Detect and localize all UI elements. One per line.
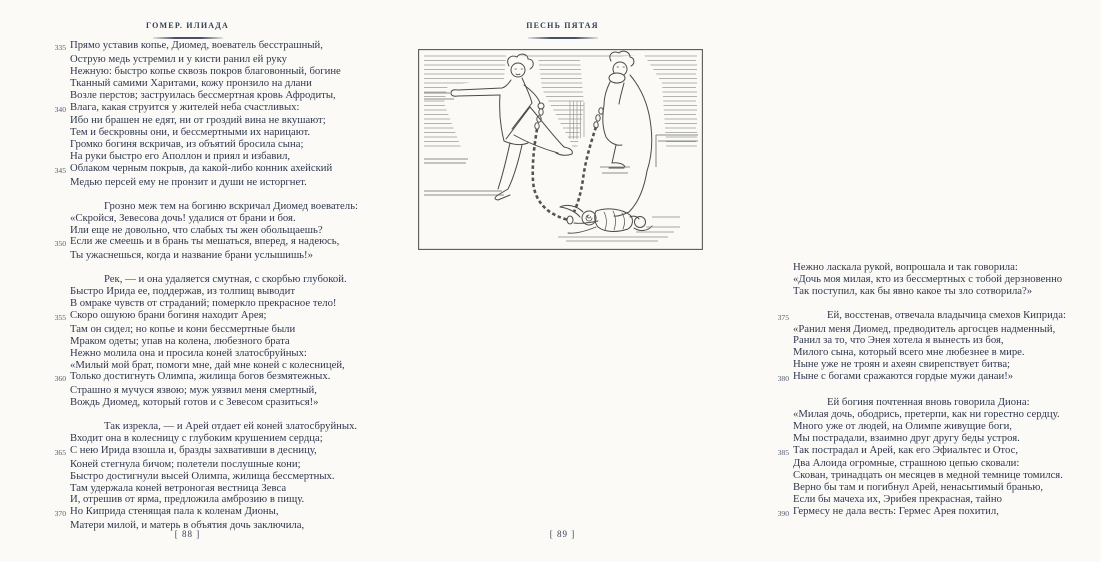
verse-text: Матери милой, и матерь в объятия дочь заключила,: [70, 519, 305, 532]
line-number: [771, 470, 789, 482]
verse-line: [48, 78, 370, 90]
verse-text: Вождь Диомед, который готов и с Зевесом сразиться!»: [70, 396, 319, 409]
line-number: [48, 433, 66, 445]
stanza: [48, 421, 370, 532]
line-number: [48, 225, 66, 237]
verse-text: Тем и бескровны они, и бессмертными их нарицают.: [70, 126, 311, 139]
verse-text: Острую медь устремил и у кисти ранил ей руку: [70, 52, 288, 65]
verse-text: Скоро ошуюю брани богиня находит Арея;: [70, 308, 267, 321]
line-number: [771, 286, 789, 298]
verse-line: [48, 66, 370, 78]
verse-line: [771, 371, 1101, 385]
line-number: 340: [54, 104, 66, 114]
line-number: [48, 139, 66, 151]
verse-text: Много уже от людей, на Олимпе живущие боги,: [793, 419, 1012, 432]
verse-text: В омраке чувств от страданий; померкло прекрасное тело!: [70, 297, 337, 309]
verse-text: Или еще не довольно, что слабых ты жен обольщаешь?: [70, 223, 323, 236]
verse-text: Если бы мачеха их, Эрибея прекрасная, тайно: [793, 493, 1002, 506]
verse-line: [48, 445, 370, 459]
line-number: 345: [54, 166, 66, 176]
line-number: [48, 336, 66, 348]
verse-text: Грозно меж тем на богиню вскричал Диомед воеватель:: [104, 199, 358, 212]
verse-line: [48, 90, 370, 102]
line-number: [771, 359, 789, 371]
verse-text: Так изрекла, — и Арей отдает ей коней златосбруйных.: [104, 420, 358, 433]
line-number: [771, 421, 789, 433]
line-number: [48, 90, 66, 102]
verse-line: [48, 102, 370, 116]
line-number: [48, 494, 66, 506]
stanza: [771, 262, 1101, 298]
line-number: 375: [777, 312, 789, 322]
verse-text: Облаком черным покрыв, да какой-либо конник ахейский: [70, 162, 333, 175]
line-number: [48, 286, 66, 298]
right-running-head: ПЕСНЬ ПЯТАЯ: [526, 21, 599, 30]
line-number: [48, 385, 66, 397]
verse-text: «Ранил меня Диомед, предводитель аргосцев надменный,: [793, 322, 1056, 335]
right-page: [375, 0, 1066, 562]
verse-line: [48, 40, 370, 54]
line-number: [48, 471, 66, 483]
verse-text: Милого сына, который всего мне любезнее в мире.: [793, 346, 1025, 359]
stanza: [771, 310, 1101, 385]
line-number: [48, 483, 66, 495]
verse-text: Входит она в колесницу с глубоким крушением сердца;: [70, 431, 323, 444]
verse-text: Коней стегнула бичом; полетели послушные кони;: [70, 457, 301, 470]
left-page-number: [ 88 ]: [174, 529, 201, 539]
verse-line: [48, 201, 370, 213]
line-number: [48, 421, 66, 433]
line-number: [48, 201, 66, 213]
stanza: [771, 397, 1101, 520]
verse-line: [48, 348, 370, 360]
verse-line: [771, 421, 1101, 433]
verse-text: Скован, тринадцать он месяцев в медной темнице томился.: [793, 469, 1063, 482]
verse-line: [771, 506, 1101, 520]
line-number: 335: [54, 43, 66, 52]
verse-line: [48, 236, 370, 250]
verse-text: Ей, восстенав, отвечала владычица смехов Киприда:: [827, 308, 1066, 321]
line-number: 385: [777, 447, 789, 457]
line-number: 380: [777, 374, 789, 384]
line-number: 390: [777, 509, 789, 519]
line-number: [48, 151, 66, 163]
verse-text: Ты ужаснешься, когда и название брани услышишь!»: [70, 249, 313, 262]
line-number: 370: [54, 509, 66, 519]
verse-text: Ныне с богами сражаются гордые мужи данаи!»: [793, 370, 1014, 383]
verse-text: Там он сидел; но копье и кони бессмертные были: [70, 322, 296, 335]
verse-line: [771, 310, 1101, 324]
line-number: [771, 482, 789, 494]
line-number: [48, 127, 66, 139]
line-number: [48, 459, 66, 471]
line-number: [48, 213, 66, 225]
verse-text: Ей богиня почтенная вновь говорила Диона:: [827, 395, 1030, 408]
line-number: [771, 433, 789, 445]
verse-line: [48, 371, 370, 385]
engraving-svg: [418, 49, 703, 250]
line-number: [771, 458, 789, 470]
verse-line: [48, 397, 370, 409]
verse-text: Если же смеешь и в брань ты мешаться, вперед, я надеюсь,: [70, 235, 340, 248]
stanza: [48, 40, 370, 189]
verse-text: Мраком одеты; упав на колена, любезного брата: [70, 334, 290, 347]
verse-text: Гермесу не дала весть: Гермес Арея похитил,: [793, 505, 999, 518]
verse-text: Так пострадал и Арей, как его Эфиальтес и Отос,: [793, 443, 1018, 456]
stanza: [48, 201, 370, 263]
line-number: [48, 177, 66, 189]
verse-text: Верно бы там и погибнул Арей, ненасытимый бранью,: [793, 481, 1044, 494]
line-number: [48, 298, 66, 310]
verse-line: [771, 433, 1101, 445]
left-verse-block: [48, 40, 370, 532]
verse-text: Нежно ласкала рукой, вопрошала и так говорила:: [793, 261, 1018, 273]
verse-text: «Скройся, Зевесова дочь! удалися от брани и боя.: [70, 211, 296, 224]
verse-text: И, отрешив от ярма, предложила амброзию в пищу.: [70, 493, 305, 506]
right-verse-block: [771, 262, 1101, 520]
stanza: [48, 274, 370, 409]
line-number: [771, 335, 789, 347]
verse-line: [48, 336, 370, 348]
line-number: [771, 324, 789, 336]
verse-line: [771, 445, 1101, 459]
verse-text: Прямо уставив копье, Диомед, воеватель бесстрашный,: [70, 39, 323, 51]
line-number: [771, 347, 789, 359]
line-number: 360: [54, 374, 66, 384]
verse-line: [48, 163, 370, 177]
verse-text: Тканный самими Харитами, кожу пронзило на длани: [70, 76, 312, 89]
verse-text: С нею Ирида взошла и, бразды захвативши в десницу,: [70, 443, 317, 456]
verse-line: [48, 506, 370, 520]
verse-text: «Дочь моя милая, кто из бессмертных с тобой дерзновенно: [793, 272, 1063, 285]
verse-text: Рек, — и она удаляется смутная, с скорбью глубокой.: [104, 273, 347, 286]
verse-line: [48, 471, 370, 483]
verse-text: Громко богиня вскричав, из объятий бросила сына;: [70, 138, 304, 151]
verse-line: [48, 324, 370, 336]
line-number: 355: [54, 312, 66, 322]
verse-text: Два Алоида огромные, страшною цепью сковали:: [793, 457, 1020, 470]
verse-text: Там удержала коней ветроногая вестница Зевса: [70, 481, 287, 494]
verse-text: Медью персей ему не пронзит и души не исторгнет.: [70, 175, 307, 188]
verse-line: [48, 177, 370, 189]
line-number: [48, 54, 66, 66]
line-number: [48, 78, 66, 90]
verse-text: Быстро достигнули высей Олимпа, жилища бессмертных.: [70, 469, 335, 482]
verse-text: Нежную: быстро копье сквозь покров благовонный, богине: [70, 64, 341, 77]
verse-line: [771, 286, 1101, 298]
verse-text: Нежно молила она и просила коней златосбруйных:: [70, 346, 307, 359]
verse-line: [771, 409, 1101, 421]
verse-line: [48, 250, 370, 262]
line-number: [48, 360, 66, 372]
verse-text: Только достигнуть Олимпа, жилища богов безмятежных.: [70, 370, 331, 383]
verse-text: Ибо ни брашен не едят, ни от гроздий вина не вкушают;: [70, 114, 326, 127]
verse-text: «Милая дочь, ободрись, претерпи, как ни горестно сердцу.: [793, 407, 1060, 420]
verse-line: [48, 310, 370, 324]
verse-text: Ныне уже не троян и ахеян свирепствует битва;: [793, 358, 1011, 371]
line-number: 350: [54, 239, 66, 249]
line-number: [771, 409, 789, 421]
verse-text: Ранил за то, что Энея хотела я вынесть из боя,: [793, 334, 1004, 347]
engraving-illustration: [418, 49, 703, 250]
verse-line: [48, 459, 370, 471]
line-number: [48, 274, 66, 286]
right-header-rule: [528, 37, 598, 39]
line-number: [771, 274, 789, 286]
left-page: [0, 0, 375, 562]
line-number: [771, 397, 789, 409]
right-page-number: [ 89 ]: [549, 529, 576, 539]
verse-text: На руки быстро его Аполлон и приял и избавил,: [70, 150, 291, 163]
line-number: 365: [54, 447, 66, 457]
line-number: [48, 115, 66, 127]
line-number: [771, 262, 789, 274]
line-number: [48, 250, 66, 262]
verse-text: Страшно я мучуся язвою; муж уязвил меня смертный,: [70, 384, 317, 397]
line-number: [48, 324, 66, 336]
verse-text: «Милый мой брат, помоги мне, дай мне коней с колесницей,: [70, 358, 345, 371]
verse-text: Мы пострадали, взаимно друг другу беды устроя.: [793, 431, 1020, 444]
line-number: [48, 397, 66, 409]
line-number: [48, 348, 66, 360]
verse-text: Влага, какая струится у жителей неба счастливых:: [70, 100, 300, 113]
verse-text: Так поступил, как бы явно какое ты зло сотворила?»: [793, 284, 1033, 297]
left-running-head: ГОМЕР. ИЛИАДА: [146, 21, 229, 30]
verse-line: [48, 213, 370, 225]
line-number: [771, 494, 789, 506]
verse-text: Но Киприда стенящая пала к коленам Дионы,: [70, 505, 279, 518]
verse-text: Возле перстов; заструилась бессмертная кровь Афродиты,: [70, 88, 336, 101]
verse-text: Быстро Ирида ее, поддержав, из толпищ выводит: [70, 285, 296, 298]
line-number: [48, 66, 66, 78]
